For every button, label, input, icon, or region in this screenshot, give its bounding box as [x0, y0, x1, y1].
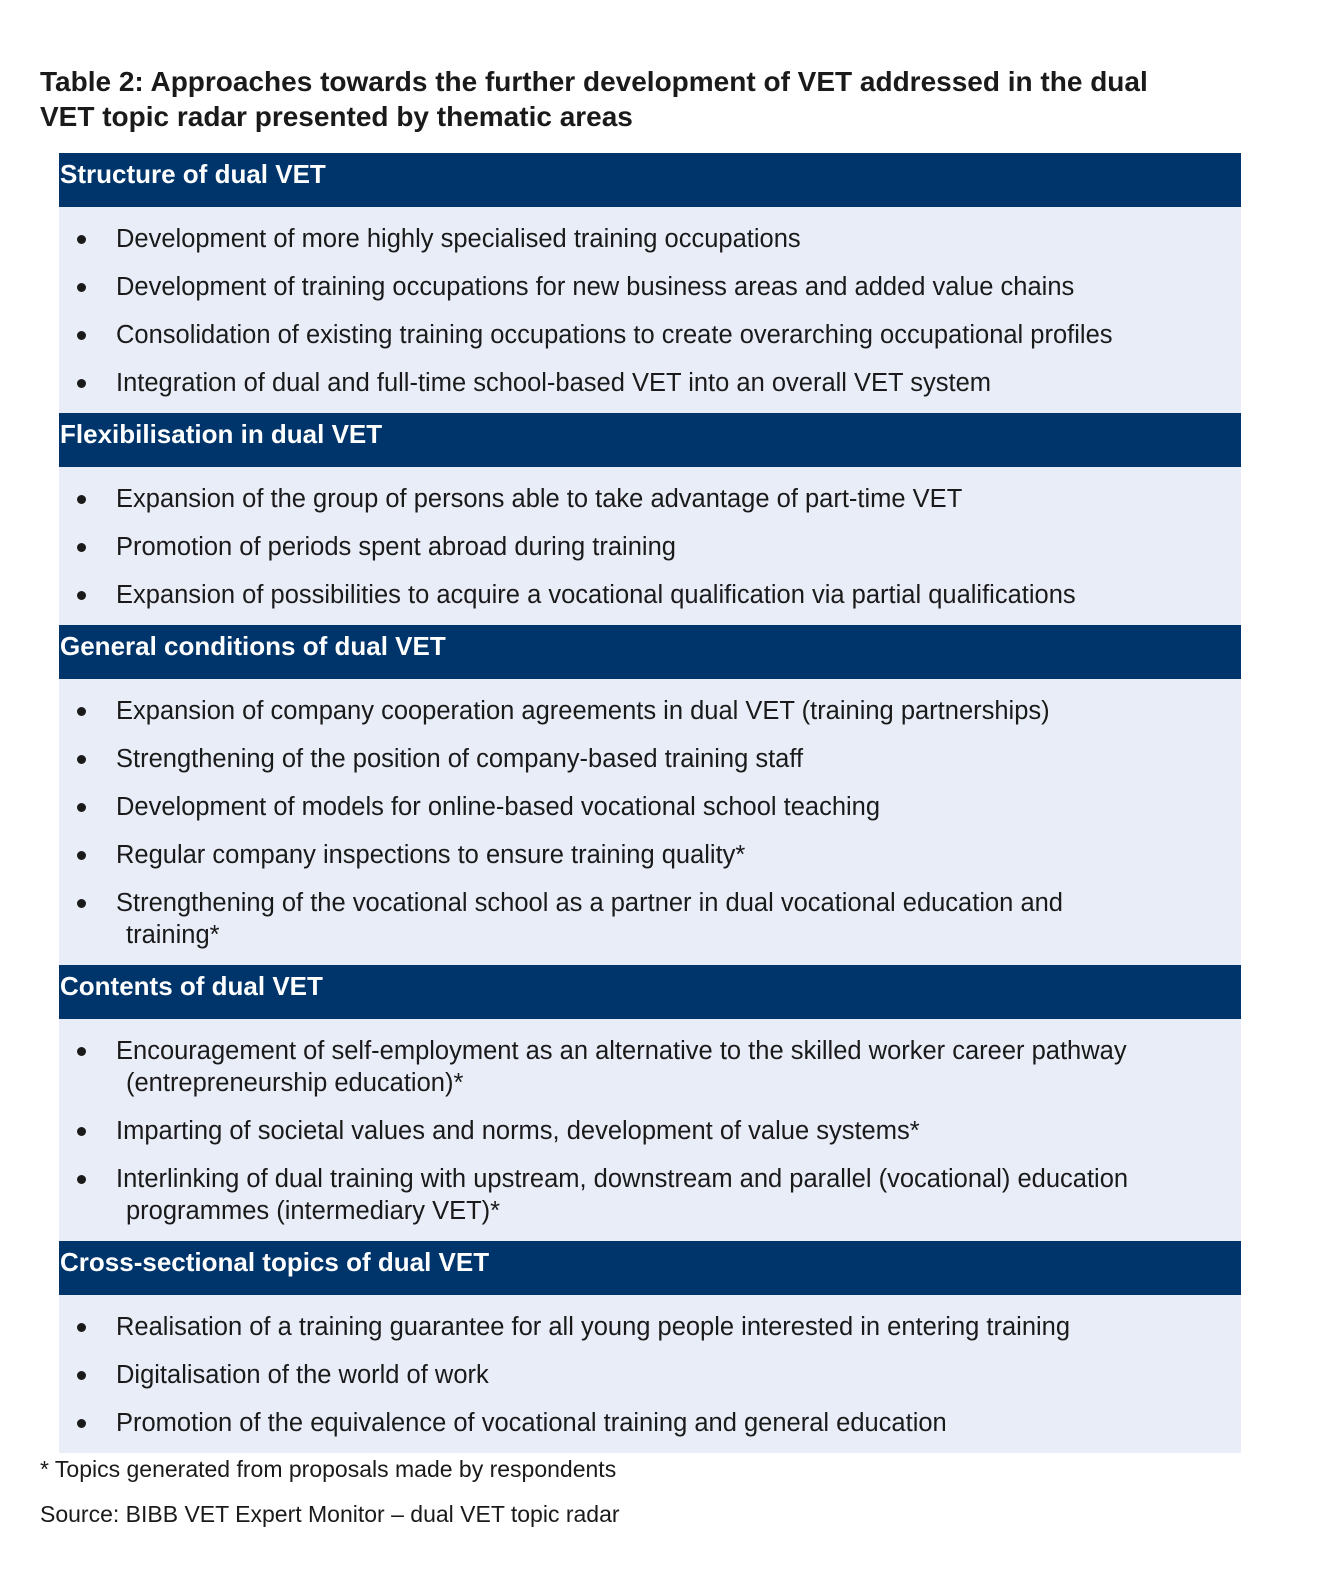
item-text: Promotion of periods spent abroad during training	[116, 533, 676, 561]
section-body	[59, 679, 1241, 965]
section-heading: Flexibilisation in dual VET	[59, 413, 1241, 467]
list-item	[59, 1107, 1241, 1155]
list-item	[59, 783, 1241, 831]
bullet-icon	[77, 851, 86, 860]
list-item	[59, 523, 1241, 571]
bullet-icon	[77, 1323, 86, 1332]
item-text: Regular company inspections to ensure training quality*	[116, 841, 746, 869]
footnote: * Topics generated from proposals made by respondents	[40, 1456, 617, 1482]
item-text: Expansion of possibilities to acquire a vocational qualification via partial qualifications	[116, 581, 1076, 609]
list-item	[59, 735, 1241, 783]
content	[40, 153, 1290, 1528]
item-text: (entrepreneurship education)*	[126, 1069, 464, 1097]
bullet-icon	[77, 331, 86, 340]
list-item	[59, 571, 1241, 619]
list-item	[59, 1351, 1241, 1399]
list-item	[59, 831, 1241, 879]
bullet-icon	[77, 1175, 86, 1184]
section-heading: Contents of dual VET	[59, 965, 1241, 1019]
item-text: Expansion of company cooperation agreements in dual VET (training partnerships)	[116, 697, 1050, 725]
bullet-icon	[77, 283, 86, 292]
item-text: Strengthening of the position of company-based training staff	[116, 745, 804, 773]
section-heading: Structure of dual VET	[59, 153, 1241, 207]
bullet-icon	[77, 755, 86, 764]
item-text: Integration of dual and full-time school-based VET into an overall VET system	[116, 369, 992, 397]
list-item	[59, 1303, 1241, 1351]
list-item	[59, 311, 1241, 359]
item-text: Imparting of societal values and norms, development of value systems*	[116, 1117, 920, 1145]
section-body	[59, 1295, 1241, 1453]
bullet-icon	[77, 899, 86, 908]
bullet-icon	[77, 803, 86, 812]
title-line: Table 2: Approaches towards the further development of VET addressed in the dual	[40, 66, 1148, 97]
item-text: Consolidation of existing training occupations to create overarching occupational profiles	[116, 321, 1113, 349]
bullet-icon	[77, 1419, 86, 1428]
list-item	[59, 687, 1241, 735]
section-heading: General conditions of dual VET	[59, 625, 1241, 679]
item-text: Development of more highly specialised training occupations	[116, 225, 801, 253]
item-text: Interlinking of dual training with upstream, downstream and parallel (vocational) education	[116, 1165, 1129, 1193]
list-item	[59, 215, 1241, 263]
item-text: programmes (intermediary VET)*	[126, 1197, 501, 1225]
source-note: Source: BIBB VET Expert Monitor – dual VET topic radar	[40, 1501, 620, 1527]
bullet-icon	[77, 379, 86, 388]
item-text: Expansion of the group of persons able to take advantage of part-time VET	[116, 485, 963, 513]
item-text: Digitalisation of the world of work	[116, 1361, 489, 1389]
bullet-icon	[77, 495, 86, 504]
list-item	[59, 263, 1241, 311]
bullet-icon	[77, 1047, 86, 1056]
item-text: Development of models for online-based vocational school teaching	[116, 793, 881, 821]
list-item	[59, 879, 1241, 959]
section-heading: Cross-sectional topics of dual VET	[59, 1241, 1241, 1295]
item-text: Realisation of a training guarantee for all young people interested in entering training	[116, 1313, 1071, 1341]
bullet-icon	[77, 543, 86, 552]
item-text: Development of training occupations for new business areas and added value chains	[116, 273, 1075, 301]
item-text: Promotion of the equivalence of vocational training and general education	[116, 1409, 947, 1437]
item-text: training*	[126, 921, 220, 949]
item-text: Encouragement of self-employment as an alternative to the skilled worker career pathway	[116, 1037, 1127, 1065]
section-body	[59, 207, 1241, 413]
bullet-icon	[77, 235, 86, 244]
item-text: Strengthening of the vocational school as a partner in dual vocational education and	[116, 889, 1063, 917]
list-item	[59, 1027, 1241, 1107]
bullet-icon	[77, 1371, 86, 1380]
list-item	[59, 1399, 1241, 1447]
topics-table	[59, 153, 1241, 1453]
table-title	[40, 64, 1148, 134]
section-body	[59, 467, 1241, 625]
bullet-icon	[77, 591, 86, 600]
bullet-icon	[77, 707, 86, 716]
section-body	[59, 1019, 1241, 1241]
list-item	[59, 1155, 1241, 1235]
list-item	[59, 475, 1241, 523]
bullet-icon	[77, 1127, 86, 1136]
list-item	[59, 359, 1241, 407]
title-line: VET topic radar presented by thematic areas	[40, 101, 633, 132]
